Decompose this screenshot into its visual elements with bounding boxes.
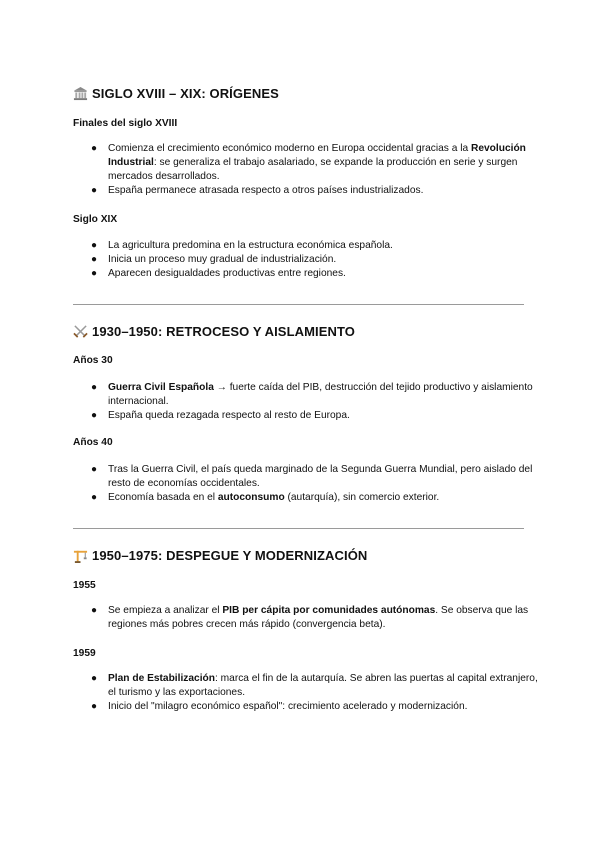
bullet-list	[73, 381, 543, 423]
crossed-swords-icon	[73, 324, 88, 339]
list-item: ● España permanece atrasada respecto a otros países industrializados.	[91, 185, 424, 196]
list-item: ● Inicia un proceso muy gradual de industrialización.	[91, 254, 337, 265]
list-item: ● Aparecen desigualdades productivas entre regiones.	[91, 268, 346, 279]
bullet-list	[73, 604, 543, 632]
classical-building-icon	[73, 86, 88, 101]
section-title-text: 1950–1975: DESPEGUE Y MODERNIZACIÓN	[92, 548, 368, 563]
subheading-1959: 1959	[73, 648, 96, 659]
bullet-list	[73, 142, 543, 198]
list-item: ● Economía basada en el autoconsumo (autarquía), sin comercio exterior.	[91, 492, 440, 503]
section-divider	[73, 304, 524, 305]
subheading-anos-30: Años 30	[73, 355, 113, 366]
subheading-finales-siglo-xviii: Finales del siglo XVIII	[73, 118, 178, 129]
list-item: ● Inicio del "milagro económico español": crecimiento acelerado y modernización.	[91, 701, 468, 712]
list-item: ● Comienza el crecimiento económico moderno en Europa occidental gracias a la Revolución Industrial: se generaliza el trabajo asalariado, se expande la producción en serie y surgen mercados desarrollados.	[91, 143, 526, 182]
subheading-anos-40: Años 40	[73, 437, 113, 448]
list-item: ● Se empieza a analizar el PIB per cápita por comunidades autónomas. Se observa que las regiones más pobres crecen más rápido (convergencia beta).	[91, 605, 529, 630]
list-item: ● La agricultura predomina en la estructura económica española.	[91, 240, 393, 251]
subheading-siglo-xix: Siglo XIX	[73, 214, 118, 225]
list-item: ● España queda rezagada respecto al resto de Europa.	[91, 410, 350, 421]
section-title-text: SIGLO XVIII – XIX: ORÍGENES	[92, 86, 279, 101]
bullet-list	[73, 672, 543, 714]
list-item: ● Guerra Civil Española → fuerte caída del PIB, destrucción del tejido productivo y aislamiento internacional.	[91, 382, 533, 407]
section-title-origenes	[73, 86, 279, 101]
construction-crane-icon	[73, 548, 88, 563]
section-divider	[73, 528, 524, 529]
section-title-retroceso	[73, 324, 355, 339]
section-title-text: 1930–1950: RETROCESO Y AISLAMIENTO	[92, 324, 356, 339]
list-item: ● Tras la Guerra Civil, el país queda marginado de la Segunda Guerra Mundial, pero aislado del resto de economías occidentales.	[91, 464, 533, 489]
bullet-list	[73, 463, 543, 505]
list-item: ● Plan de Estabilización: marca el fin de la autarquía. Se abren las puertas al capital extranjero, el turismo y las exportaciones.	[91, 673, 538, 698]
bullet-list	[73, 239, 543, 281]
subheading-1955: 1955	[73, 580, 96, 591]
section-title-despegue	[73, 548, 367, 563]
